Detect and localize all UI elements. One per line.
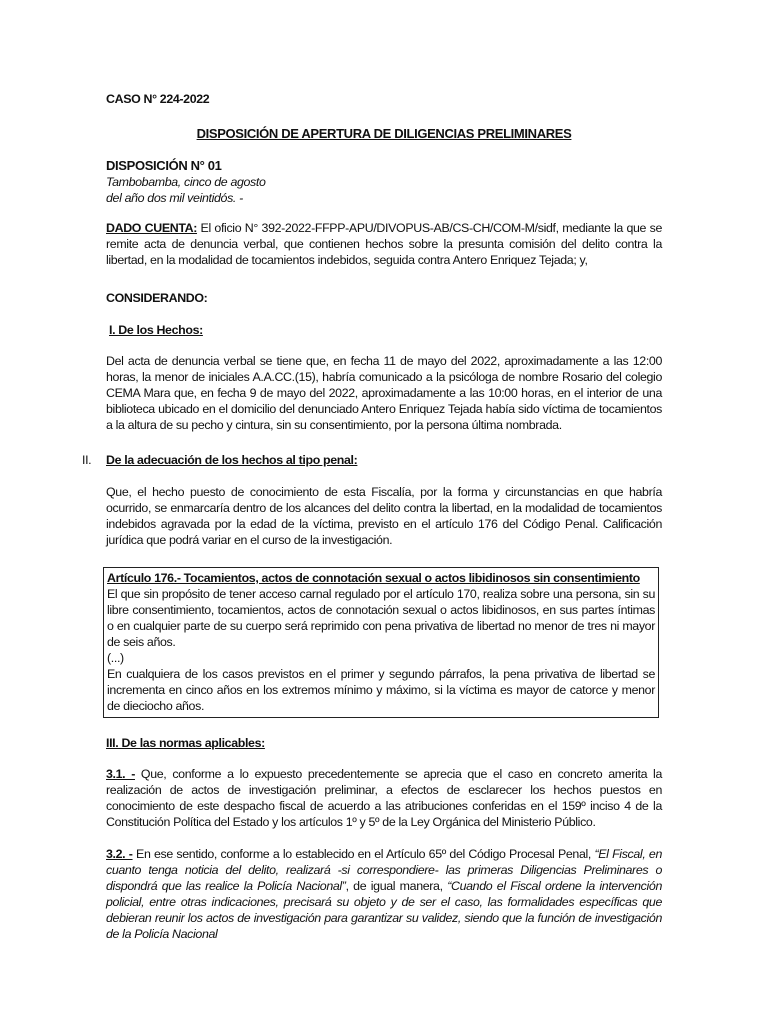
- paragraph-3-1: [106, 766, 662, 830]
- dado-cuenta-paragraph: [106, 220, 662, 268]
- dado-cuenta-label: DADO CUENTA:: [106, 221, 198, 235]
- paragraph-3-2-quote2: “Cuando el Fiscal ordene la intervención policial, entre otras indicaciones, precisará su objeto y de ser el caso, las formalidades específicas que debieran reunir los actos de investigación para garantizar su validez, siendo que la función de investigación de la Policía Nacional: [106, 879, 663, 941]
- section2-heading: De la adecuación de los hechos al tipo penal:: [106, 453, 358, 467]
- paragraph-3-1-label: 3.1. -: [106, 767, 135, 781]
- article-ellipsis: (...): [107, 651, 124, 665]
- section2-number: II.: [82, 453, 92, 467]
- document-title: DISPOSICIÓN DE APERTURA DE DILIGENCIAS PRELIMINARES: [196, 126, 572, 141]
- section1-text: Del acta de denuncia verbal se tiene que, en fecha 11 de mayo del 2022, aproximadamente a las 12:00 horas, la menor de iniciales A.A.CC.(15), habría comunicado a la psicóloga de nombre Rosario del colegio CEMA Mara que, en fecha 9 de mayo del 2022, aproximadamente a las 10:00 horas, en el interior de una biblioteca ubicado en el domicilio del denunciado Antero Enriquez Tejada había sido víctima de tocamientos a la altura de su pecho y cintura, sin su consentimiento, por la persona última nombrada.: [106, 354, 662, 432]
- article-176-box: [103, 567, 659, 718]
- paragraph-3-2-text-b: , de igual manera,: [345, 879, 448, 893]
- paragraph-3-2-label: 3.2. -: [106, 847, 133, 861]
- article-paragraph1: El que sin propósito de tener acceso carnal regulado por el artículo 170, realiza sobre una persona, sin su libre consentimiento, tocamientos, actos de connotación sexual o actos libidinosos, en sus partes íntimas o en cualquier parte de su cuerpo será reprimido con pena privativa de libertad no menor de tres ni mayor de seis años.: [107, 587, 655, 649]
- place-date-line2: del año dos mil veintidós. -: [106, 191, 243, 205]
- paragraph-3-2-text-a: En ese sentido, conforme a lo establecido en el Artículo 65º del Código Procesal Penal,: [132, 847, 595, 861]
- case-number: CASO N° 224-2022: [106, 92, 210, 106]
- dado-cuenta-text: El oficio N° 392-2022-FFPP-APU/DIVOPUS-AB/CS-CH/COM-M/sidf, mediante la que se remite acta de denuncia verbal, que contienen hechos sobre la presunta comisión del delito contra la libertad, en la modalidad de tocamientos indebidos, seguida contra Antero Enriquez Tejada; y,: [106, 221, 662, 267]
- paragraph-3-2-quote1: “El Fiscal, en cuanto tenga noticia del delito, realizará -si correspondiere- las primeras Diligencias Preliminares o dispondrá que las realice la Policía Nacional”: [106, 847, 662, 893]
- section2-text: Que, el hecho puesto de conocimiento de esta Fiscalía, por la forma y circunstancias en que habría ocurrido, se enmarcaría dentro de los alcances del delito contra la libertad, en la modalidad de tocamientos indebidos agravada por la edad de la víctima, previsto en el artículo 176 del Código Penal. Calificación jurídica que podrá variar en el curso de la investigación.: [106, 485, 662, 547]
- section2-heading-row: [82, 452, 662, 468]
- section1-heading: I. De los Hechos:: [109, 323, 203, 337]
- paragraph-3-2: [106, 846, 662, 942]
- article-heading: Artículo 176.- Tocamientos, actos de connotación sexual o actos libidinosos sin consentimiento: [107, 571, 640, 585]
- considerando-heading: CONSIDERANDO:: [106, 291, 208, 305]
- disposition-number: DISPOSICIÓN N° 01: [106, 158, 222, 173]
- place-date-line1: Tambobamba, cinco de agosto: [106, 175, 266, 189]
- paragraph-3-1-text: Que, conforme a lo expuesto precedentemente se aprecia que el caso en concreto amerita la realización de actos de investigación preliminar, a efectos de esclarecer los hechos puestos en conocimiento de este despacho fiscal de acuerdo a las atribuciones conferidas en el 159º inciso 4 de la Constitución Política del Estado y los artículos 1º y 5º de la Ley Orgánica del Ministerio Público.: [106, 767, 662, 829]
- section3-heading: III. De las normas aplicables:: [106, 736, 265, 750]
- place-date: [106, 174, 662, 206]
- article-paragraph2: En cualquiera de los casos previstos en el primer y segundo párrafos, la pena privativa de libertad se incrementa en cinco años en los extremos mínimo y máximo, si la víctima es mayor de catorce y menor de dieciocho años.: [107, 667, 655, 713]
